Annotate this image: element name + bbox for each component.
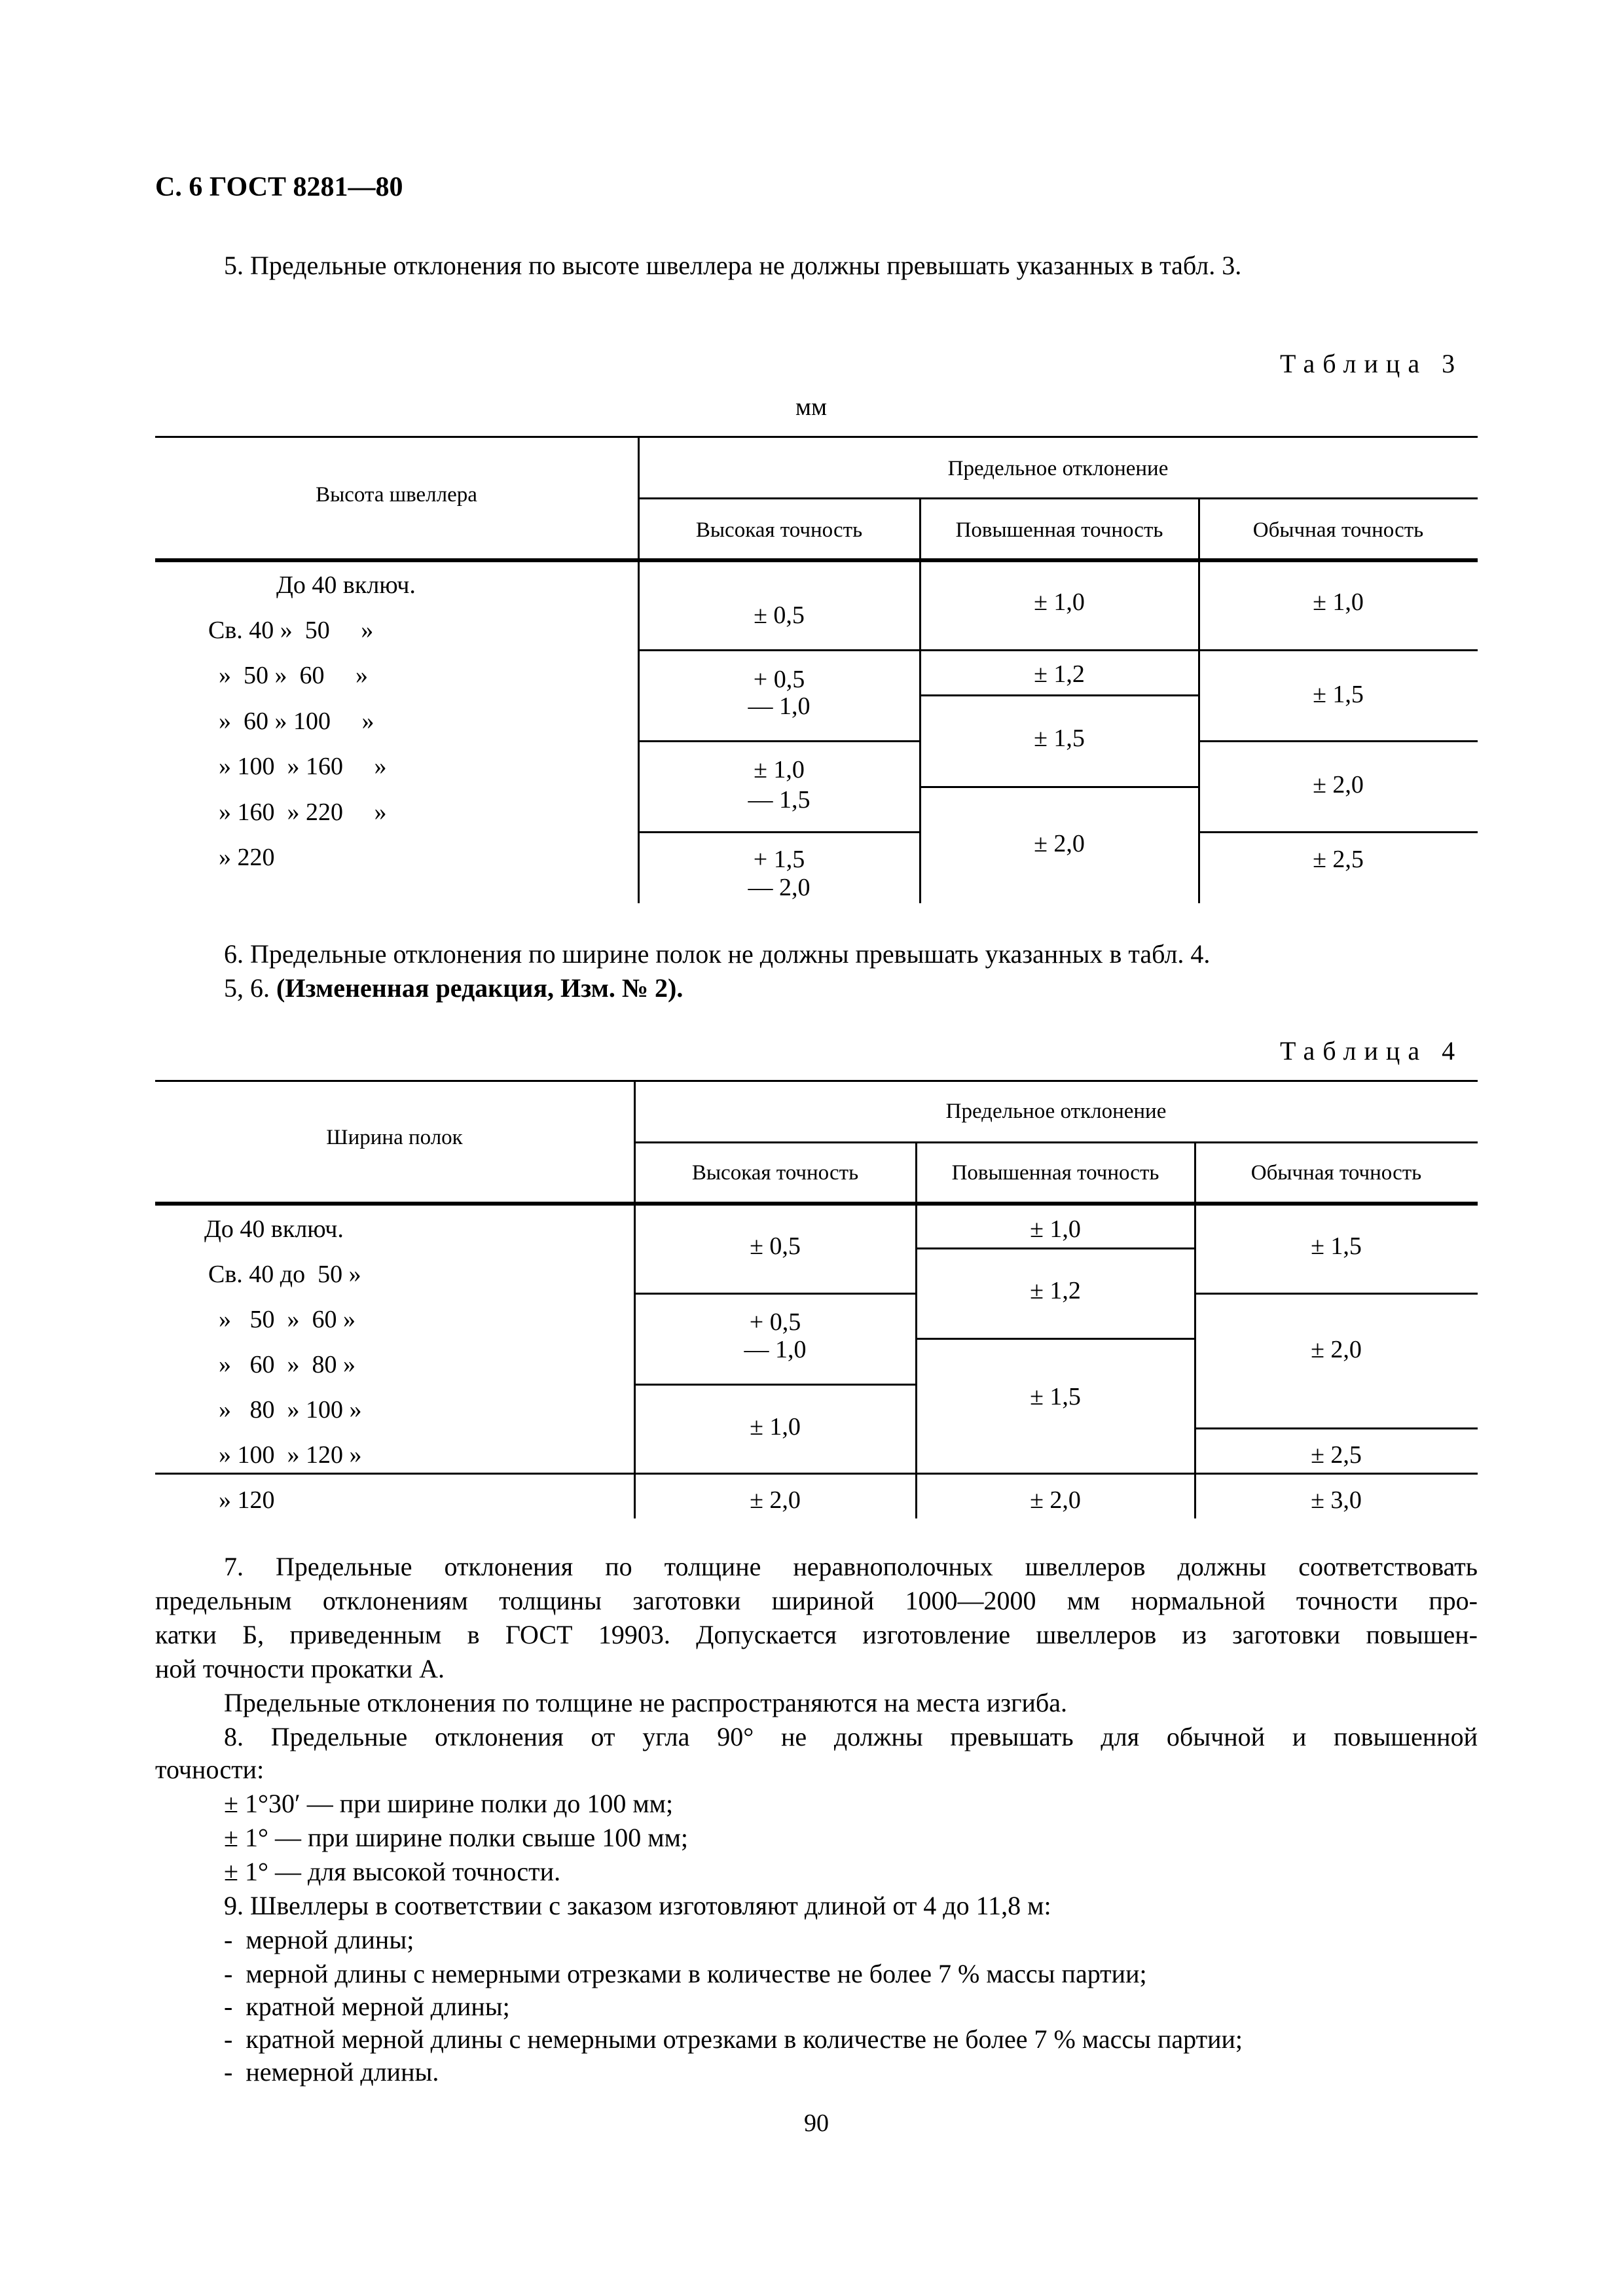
- table3-col-raised: Повышенная точность: [955, 518, 1163, 542]
- table3-cell: ± 1,2: [1034, 660, 1085, 688]
- table3-cell: — 2,0: [748, 874, 811, 901]
- table4-cell: — 1,0: [744, 1336, 807, 1363]
- table3-cell: ± 1,5: [1034, 725, 1085, 752]
- table4-row-label: До 40 включ.: [204, 1215, 344, 1243]
- table3-row-label: » 60 » 100 »: [219, 708, 374, 735]
- table4-cell: ± 2,0: [750, 1486, 801, 1514]
- paragraph-7b: Предельные отклонения по толщине не распространяются на места изгиба.: [224, 1688, 1067, 1717]
- paragraph-9-item: - немерной длины.: [224, 2057, 439, 2087]
- table4-col-width: Ширина полок: [326, 1126, 463, 1149]
- table3-cell: — 1,0: [748, 692, 811, 720]
- table3-cell: ± 0,5: [754, 601, 805, 629]
- table3-cell: ± 2,0: [1034, 830, 1085, 857]
- table3-cell: ± 2,0: [1313, 771, 1364, 798]
- table4-row-label: » 50 » 60 »: [219, 1306, 356, 1333]
- table3-cell: ± 2,5: [1313, 846, 1364, 873]
- page-header: С. 6 ГОСТ 8281—80: [155, 172, 403, 202]
- table3-col-high: Высокая точность: [695, 518, 863, 542]
- paragraph-7-line-1: 7. Предельные отклонения по толщине неравнополочных швеллеров должны соответствовать: [224, 1552, 1478, 1581]
- paragraph-7-line-2: предельным отклонениям толщины заготовки шириной 1000—2000 мм нормальной точности про-: [155, 1586, 1478, 1615]
- paragraph-8-item: ± 1° — при ширине полки свыше 100 мм;: [224, 1823, 689, 1852]
- paragraph-7-line-4: ной точности прокатки А.: [155, 1654, 445, 1683]
- amendment-bold: (Измененная редакция, Изм. № 2).: [276, 973, 684, 1003]
- table4-caption: Таблица 4: [1280, 1036, 1463, 1066]
- table4-cell: ± 2,0: [1030, 1486, 1081, 1514]
- table3-row-label: » 100 » 160 »: [219, 753, 387, 780]
- table4-cell: + 0,5: [749, 1308, 801, 1336]
- table4-cell: ± 3,0: [1311, 1486, 1362, 1514]
- paragraph-9-intro: 9. Швеллеры в соответствии с заказом изготовляют длиной от 4 до 11,8 м:: [224, 1891, 1051, 1920]
- table4-col-high: Высокая точность: [691, 1161, 859, 1185]
- paragraph-7-line-3: катки Б, приведенным в ГОСТ 19903. Допускается изготовление швеллеров из заготовки повышен-: [155, 1620, 1478, 1649]
- paragraph-6: 6. Предельные отклонения по ширине полок не должны превышать указанных в табл. 4.: [224, 939, 1211, 969]
- paragraph-9-item: - мерной длины;: [224, 1925, 414, 1954]
- page-number: 90: [804, 2109, 829, 2137]
- amendment-prefix: 5, 6.: [224, 973, 270, 1003]
- table4-col-raised: Повышенная точность: [951, 1161, 1159, 1185]
- table4-col-normal: Обычная точность: [1250, 1161, 1422, 1185]
- table3-cell: + 1,5: [753, 846, 805, 873]
- table3-cell: + 0,5: [753, 666, 805, 693]
- table3-cell: ± 1,0: [1313, 588, 1364, 616]
- table4-row-label: » 80 » 100 »: [219, 1396, 362, 1424]
- table3-cell: ± 1,0: [754, 756, 805, 783]
- paragraph-8-item: ± 1°30′ — при ширине полки до 100 мм;: [224, 1789, 674, 1818]
- table4-cell: ± 1,5: [1311, 1232, 1362, 1260]
- paragraph-9-item: - мерной длины с немерными отрезками в количестве не более 7 % массы партии;: [224, 1959, 1147, 1988]
- paragraph-8-line-2: точности:: [155, 1755, 264, 1784]
- table4-row-label: » 120: [219, 1486, 275, 1514]
- paragraph-8-line-1: 8. Предельные отклонения от угла 90° не должны превышать для обычной и повышенной: [224, 1722, 1478, 1751]
- table3-row-label: До 40 включ.: [276, 571, 416, 599]
- table4-cell: ± 0,5: [750, 1232, 801, 1260]
- table4-cell: ± 1,0: [750, 1413, 801, 1441]
- table3-cell: — 1,5: [748, 786, 811, 814]
- table3-unit: мм: [795, 393, 828, 421]
- table3-group-header: Предельное отклонение: [947, 457, 1169, 480]
- paragraph-9-item: - кратной мерной длины;: [224, 1992, 510, 2021]
- table4-cell: ± 1,0: [1030, 1215, 1081, 1243]
- table4-row-label: » 100 » 120 »: [219, 1441, 362, 1469]
- paragraph-8-item: ± 1° — для высокой точности.: [224, 1857, 561, 1886]
- table3-cell: ± 1,5: [1313, 681, 1364, 708]
- table3-row-label: » 220: [219, 844, 275, 871]
- table3-col-height: Высота швеллера: [316, 483, 477, 507]
- table3-cell: ± 1,0: [1034, 588, 1085, 616]
- table4-cell: ± 2,0: [1311, 1336, 1362, 1363]
- amendment-note: [224, 971, 683, 1005]
- table3-row-label: » 50 » 60 »: [219, 662, 368, 689]
- table4-cell: ± 1,2: [1030, 1277, 1081, 1304]
- table3-row-label: Св. 40 » 50 »: [208, 617, 374, 644]
- table4-group-header: Предельное отклонение: [945, 1100, 1167, 1123]
- table4-cell: ± 2,5: [1311, 1441, 1362, 1469]
- paragraph-9-item: - кратной мерной длины с немерными отрезками в количестве не более 7 % массы партии;: [224, 2024, 1243, 2054]
- table4-row-label: » 60 » 80 »: [219, 1351, 356, 1378]
- table3-caption: Таблица 3: [1280, 349, 1463, 378]
- table3-row-label: » 160 » 220 »: [219, 798, 387, 826]
- table4-cell: ± 1,5: [1030, 1383, 1081, 1410]
- table4-row-label: Св. 40 до 50 »: [208, 1261, 361, 1288]
- table3-col-normal: Обычная точность: [1252, 518, 1424, 542]
- paragraph-5: 5. Предельные отклонения по высоте швеллера не должны превышать указанных в табл. 3.: [224, 251, 1242, 280]
